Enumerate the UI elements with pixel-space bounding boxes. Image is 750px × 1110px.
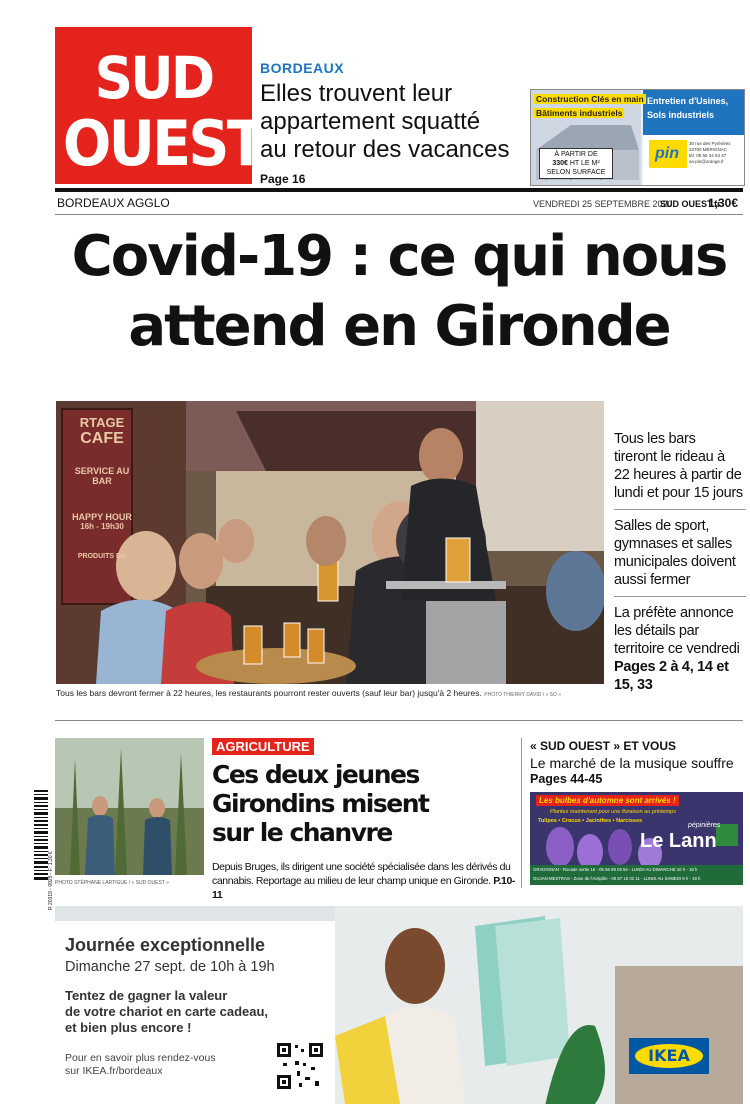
agri-title[interactable] [212,760,428,847]
teaser-title-line: Elles trouvent leur [260,80,453,107]
barcode [34,790,54,910]
agri-photo-credit: PHOTO STÉPHANE LARTIGUE / « SUD OUEST » [55,880,169,886]
section-label: BORDEAUX AGGLO [57,196,170,210]
sov-pages: Pages 44-45 [530,772,603,786]
teaser-page-ref: Page 16 [260,172,306,186]
lann-brand-small: pépinières [688,822,721,829]
lann-items: Tulipes • Crocus • Jacinthes • Narcisses [538,818,643,824]
teaser-title[interactable] [260,80,509,164]
ad-price-note: SELON SURFACE [546,169,606,176]
sidebar-separator [614,509,746,510]
sidebar-line: Tous les bars [614,431,696,447]
sidebar-line: La préfète annonce [614,605,734,621]
sov-kicker: « SUD OUEST » ET VOUS [530,739,677,753]
ad-line-1: Construction Clés en main [536,94,644,104]
ikea-subheading: Dimanche 27 sept. de 10h à 19h [65,959,275,975]
sidebar-line: Salles de sport, [614,518,710,534]
agri-text-line: cannabis. Reportage au milieu de leur champ unique en Gironde. [212,875,491,887]
ad-address: 30 rue des Pyrénées 33700 MÉRIGNAC [689,141,731,152]
sidebar-line: municipales doivent [614,554,736,570]
ad-phone: tél. 05 56 34 64 47 [689,153,727,158]
ad-web: sa-pin@orange.fr [689,159,724,164]
agri-photo[interactable] [55,738,204,875]
photo-caption [56,688,561,698]
agri-page-ref: P.10-11 [212,875,516,901]
ikea-offer [65,988,268,1036]
caption-credit: PHOTO THIERRY DAVID / « SO » [484,692,562,698]
sign-text-3: SERVICE AU BAR [74,466,130,486]
lann-nursery-ad[interactable] [530,792,743,885]
lann-footer-2: GUJAN-MESTRAS - Zone de l'Actipôle - 05 57 15 02 11 - LUNDI AU SAMEDI 9 h - 19 h [533,876,701,881]
agri-text-line: Depuis Bruges, ils dirigent une société spécialisée dans les dérivés du [212,861,511,873]
lann-headline: Les bulbes d'automne sont arrivés ! [536,795,679,806]
sign-text-2: CAFE [80,430,124,447]
sign-text-1: RTAGE [79,415,125,430]
ad-price-label: À PARTIR DE [554,151,598,158]
dateline-rule [55,214,743,215]
ikea-more-info [65,1052,216,1078]
ad-price-unit: HT LE M² [569,160,600,167]
column-divider [521,738,522,888]
ikea-logo-text: IKEA [648,1046,690,1065]
ikea-offer-line: et bien plus encore ! [65,1020,192,1035]
agri-title-line: Girondins misent [212,789,429,818]
sidebar-line: gymnases et salles [614,536,732,552]
sidebar-separator [614,596,746,597]
ikea-heading: Journée exceptionnelle [65,935,266,955]
qr-code[interactable] [275,1041,325,1091]
ikea-offer-line: Tentez de gagner la valeur [65,988,228,1003]
ikea-logo[interactable] [629,1038,709,1074]
masthead-rule [55,188,743,192]
section-rule [55,720,743,721]
headline-sidebar[interactable] [614,430,746,694]
ikea-text-box [55,921,335,1104]
ikea-info-line: Pour en savoir plus rendez-vous [65,1052,216,1064]
teaser-title-line: appartement squatté [260,108,481,135]
sign-text-5: 16h - 19h30 [80,522,124,531]
headline-line-2: attend en Gironde [128,294,670,359]
issue-price: 1,30€ [708,196,739,210]
teaser-kicker: BORDEAUX [260,60,345,76]
lann-subline: Plantez maintenant pour une floraison au printemps [550,809,676,815]
qr-code-icon [275,1041,325,1091]
main-photo[interactable] [56,401,604,684]
ad-brand: pin [655,145,679,162]
ikea-info-line[interactable]: sur IKEA.fr/bordeaux [65,1065,163,1077]
sidebar-line: lundi et pour 15 jours [614,485,743,501]
sidebar-line: territoire ce vendredi [614,641,740,657]
agri-badge: AGRICULTURE [212,738,314,755]
bar-terrace-photo [56,401,604,684]
ad-right-2: Sols industriels [647,110,715,120]
sign-text-4: HAPPY HOUR [72,512,132,522]
ad-price: 330€ [552,160,568,167]
headline-line-1: Covid-19 : ce qui nous [71,224,727,289]
main-headline[interactable] [55,222,743,362]
hemp-field-photo [55,738,204,875]
issue-date: VENDREDI 25 SEPTEMBRE 2020 [533,199,673,209]
sidebar-line: 22 heures à partir de [614,467,742,483]
sidebar-line: les détails par [614,623,699,639]
sign-text-6: PRODUITS DU [77,553,127,560]
sov-title[interactable]: Le marché de la musique souffre [530,755,734,771]
teaser-title-line: au retour des vacances [260,136,510,163]
barcode-text: R 20319 - 0925 - F: 1,30 € [48,851,54,910]
construction-ad[interactable] [530,89,745,186]
ad-right-1: Entretien d'Usines, [647,96,729,106]
sud-ouest-logo[interactable] [55,27,263,184]
agri-title-line: Ces deux jeunes [212,760,419,789]
logo-line-1: SUD [94,44,213,112]
sidebar-line: aussi fermer [614,572,691,588]
agri-text [212,860,522,902]
lann-footer-1: GRADIGNAN - Rocade sortie 16 - 05 56 89 03 54 - LUNDI AU DIMANCHE 10 h - 19 h [533,867,698,872]
site-name[interactable]: SUD OUEST.fr [660,199,721,209]
agri-title-line: sur le chanvre [212,818,392,847]
sidebar-line: tireront le rideau à [614,449,725,465]
ikea-offer-line: de votre chariot en carte cadeau, [65,1004,269,1019]
caption-text: Tous les bars devront fermer à 22 heures, les restaurants pourront rester ouverts (sauf leur bar) jusqu'à 2 heures. [56,688,482,698]
logo-line-2: OUEST [62,107,263,180]
ad-line-2: Bâtiments industriels [536,108,623,118]
sidebar-pages: Pages 2 à 4, 14 et 15, 33 [614,659,729,693]
ikea-ad[interactable] [55,906,743,1104]
lann-brand: Le Lann [640,830,717,852]
